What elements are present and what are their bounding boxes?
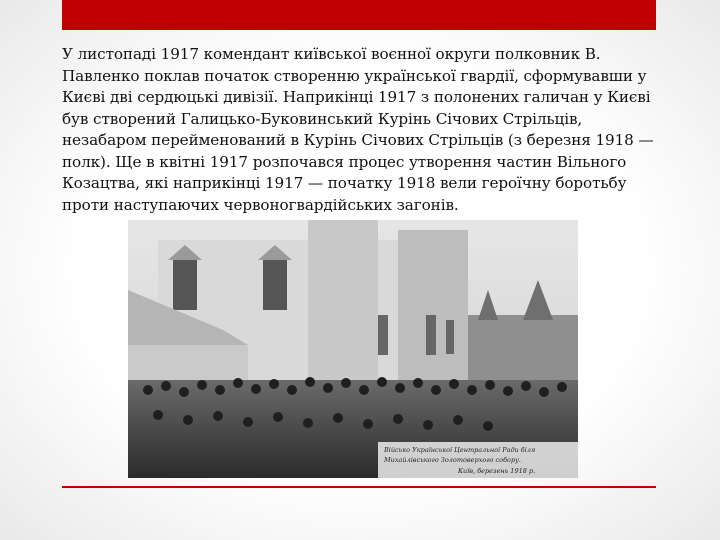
top-accent-bar bbox=[62, 0, 656, 30]
photo-caption-line1: Військо Української Центральної Ради біля bbox=[384, 446, 536, 454]
photo-caption-line3: Київ, березень 1918 р. bbox=[458, 467, 536, 475]
photo-caption-line2: Михайлівського Золотоверхого собору. bbox=[384, 456, 521, 464]
body-paragraph: У листопаді 1917 комендант київської воєнної округи полковник В. Павленко поклав початок створенню української гвардії, сформувавши у Києві дві сердюцькі дивізії. Наприкінці 1917 з полонених галичан у Києві був створений Галицько-Буковинський Курінь Січових Стрільців, незабаром перейменований в Курінь Січових Стрільців (з березня 1918 — полк). Ще в квітні 1917 розпочався процес утворення частин Вільного Козацтва, які наприкінці 1917 — початку 1918 вели героїчну боротьбу проти наступаючих червоногвардійських загонів. bbox=[62, 45, 654, 214]
bottom-accent-line bbox=[62, 486, 656, 488]
historical-photo bbox=[128, 220, 578, 478]
